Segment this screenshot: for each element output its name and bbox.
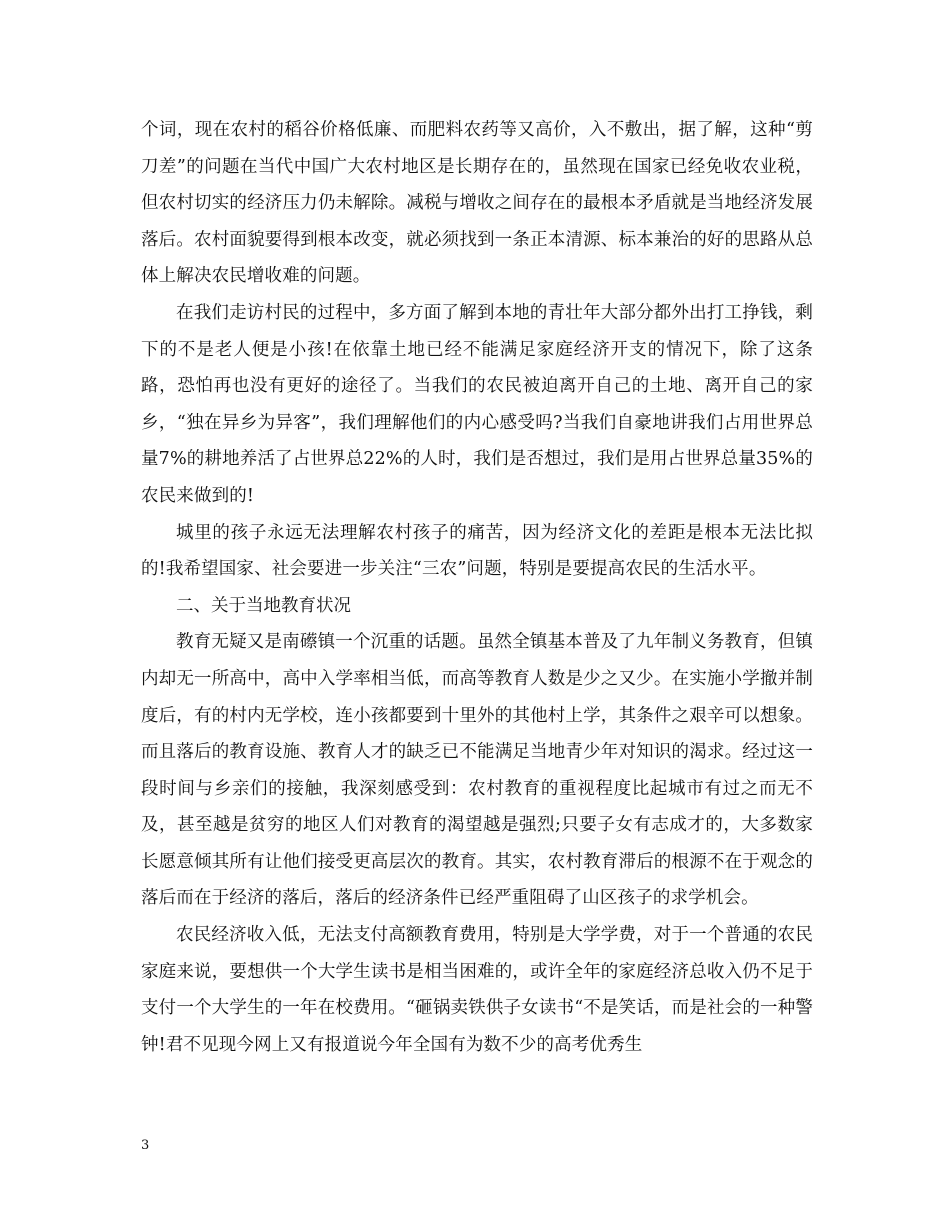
paragraph-1: 个词，现在农村的稻谷价格低廉、而肥料农药等又高价，入不敷出，据了解，这种“剪刀差”的问题在当代中国广大农村地区是长期存在的，虽然现在国家已经免收农业税，但农村切实的经济压力仍未解除。减税与增收之间存在的最根本矛盾就是当地经济发展落后。农村面貌要得到根本改变，就必须找到一条正本清源、标本兼治的好的思路从总体上解决农民增收难的问题。 xyxy=(141,120,813,287)
section-heading: 二、关于当地教育状况 xyxy=(176,595,351,616)
paragraph-5: 农民经济收入低，无法支付高额教育费用，特别是大学学费，对于一个普通的农民家庭来说，要想供一个大学生读书是相当困难的，或许全年的家庭经济总收入仍不足于支付一个大学生的一年在校费用。“砸锅卖铁供子女读书“不是笑话，而是社会的一种警钟!君不见现今网上又有报道说今年全国有为数不少的高考优秀生 xyxy=(141,925,813,1055)
paragraph-3: 城里的孩子永远无法理解农村孩子的痛苦，因为经济文化的差距是根本无法比拟的!我希望国家、社会要进一步关注“三农”问题，特别是要提高农民的生活水平。 xyxy=(141,522,813,580)
body-text xyxy=(141,112,813,1063)
paragraph-2: 在我们走访村民的过程中，多方面了解到本地的青壮年大部分都外出打工挣钱，剩下的不是老人便是小孩!在依靠土地已经不能满足家庭经济开支的情况下，除了这条路，恐怕再也没有更好的途径了。当我们的农民被迫离开自己的土地、离开自己的家乡，“独在异乡为异客”，我们理解他们的内心感受吗?当我们自豪地讲我们占用世界总量7%的耕地养活了占世界总22%的人时，我们是否想过，我们是用占世界总量35%的农民来做到的! xyxy=(141,302,813,506)
paragraph-4: 教育无疑又是南礤镇一个沉重的话题。虽然全镇基本普及了九年制义务教育，但镇内却无一所高中，高中入学率相当低，而高等教育人数是少之又少。在实施小学撤并制度后，有的村内无学校，连小孩都要到十里外的其他村上学，其条件之艰辛可以想象。而且落后的教育设施、教育人才的缺乏已不能满足当地青少年对知识的渴求。经过这一段时间与乡亲们的接触，我深刻感受到：农村教育的重视程度比起城市有过之而无不及，甚至越是贫穷的地区人们对教育的渴望越是强烈;只要子女有志成才的，大多数家长愿意倾其所有让他们接受更高层次的教育。其实，农村教育滞后的根源不在于观念的落后而在于经济的落后，落后的经济条件已经严重阻碍了山区孩子的求学机会。 xyxy=(141,632,813,909)
page-number: 3 xyxy=(141,1138,150,1153)
